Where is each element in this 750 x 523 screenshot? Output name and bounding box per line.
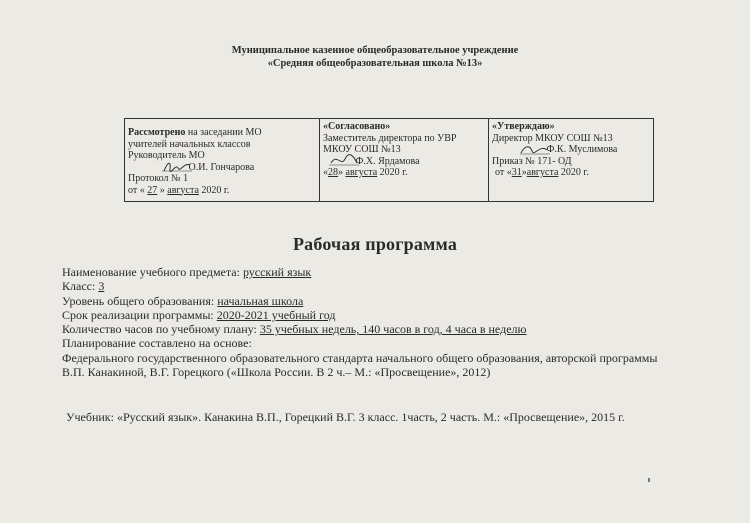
agreed-signature xyxy=(331,156,353,166)
class-label: Класс: xyxy=(62,279,99,294)
subject-label: Наименование учебного предмета: xyxy=(62,265,243,279)
document-title: Рабочая программа xyxy=(292,234,458,254)
agreed-cell xyxy=(320,119,489,202)
approved-signature xyxy=(522,145,544,155)
reviewed-line1: на заседании МО xyxy=(185,127,262,138)
agreed-month: августа xyxy=(345,167,378,178)
reviewed-protocol: Протокол № 1 xyxy=(128,173,189,184)
agreed-title: «Согласовано» xyxy=(323,121,391,132)
reviewed-quote: » xyxy=(157,184,165,196)
approved-day: 31 xyxy=(511,167,522,178)
subject-value: русский язык xyxy=(242,265,312,279)
basis-line-1: Федерального государственного образовательного стандарта начального общего образования, авторской программы xyxy=(62,350,658,365)
basis-label: Планирование составлено на основе: xyxy=(62,336,252,351)
reviewed-signature xyxy=(164,162,186,172)
paper-mark xyxy=(648,478,650,482)
school-header xyxy=(0,44,750,70)
level-value: начальная школа xyxy=(217,293,304,308)
hours-label: Количество часов по учебному плану: xyxy=(62,322,260,337)
reviewed-cell xyxy=(125,119,320,202)
reviewed-date-prefix: от « xyxy=(128,184,148,196)
agreed-date-open: « xyxy=(323,167,328,178)
approved-date-close: » xyxy=(521,167,527,178)
program-details xyxy=(62,265,742,379)
textbook-line: Учебник: «Русский язык». Канакина В.П., Горецкий В.Г. 3 класс. 1часть, 2 часть. М.: «Просвещение», 2015 г. xyxy=(66,410,625,424)
reviewed-year: 2020 г. xyxy=(201,184,230,196)
agreed-date-close: » xyxy=(338,167,343,178)
agreed-name: Ф.Х. Ярдамова xyxy=(355,155,420,167)
agreed-line3: МКОУ СОШ №13 xyxy=(323,144,401,155)
approved-month: августа xyxy=(526,167,559,178)
reviewed-month: августа xyxy=(167,184,199,196)
approved-title: «Утверждаю» xyxy=(492,121,555,132)
basis-line-2: В.П. Канакиной, В.Г. Горецкого («Школа России. В 2 ч.– М.: «Просвещение», 2012) xyxy=(62,365,491,380)
approved-name: Ф.К. Муслимова xyxy=(546,144,618,155)
agreed-line2: Заместитель директора по УВР xyxy=(323,132,457,144)
reviewed-title: Рассмотрено xyxy=(128,127,186,138)
agreed-day: 28 xyxy=(328,167,338,178)
reviewed-name: О.И. Гончарова xyxy=(188,161,255,173)
agreed-year: 2020 г. xyxy=(379,167,408,178)
approved-order: Приказ № 171- ОД xyxy=(492,155,572,167)
approval-table xyxy=(124,118,654,202)
term-label: Срок реализации программы: xyxy=(62,307,217,322)
approved-line2: Директор МКОУ СОШ №13 xyxy=(492,132,613,144)
term-value: 2020-2021 учебный год xyxy=(216,307,336,322)
reviewed-day: 27 xyxy=(147,184,158,196)
approved-date-prefix: от « xyxy=(495,167,512,178)
level-label: Уровень общего образования: xyxy=(62,293,218,308)
approved-cell xyxy=(489,119,654,202)
reviewed-line3: Руководитель МО xyxy=(128,150,205,161)
class-value: 3 xyxy=(98,279,105,294)
reviewed-line2: учителей начальных классов xyxy=(128,138,251,150)
header-line-1: Муниципальное казенное общеобразовательное учреждение xyxy=(231,45,519,56)
approved-year: 2020 г. xyxy=(560,167,589,178)
hours-value: 35 учебных недель, 140 часов в год, 4 часа в неделю xyxy=(259,322,527,337)
header-line-2: «Средняя общеобразовательная школа №13» xyxy=(267,58,483,69)
